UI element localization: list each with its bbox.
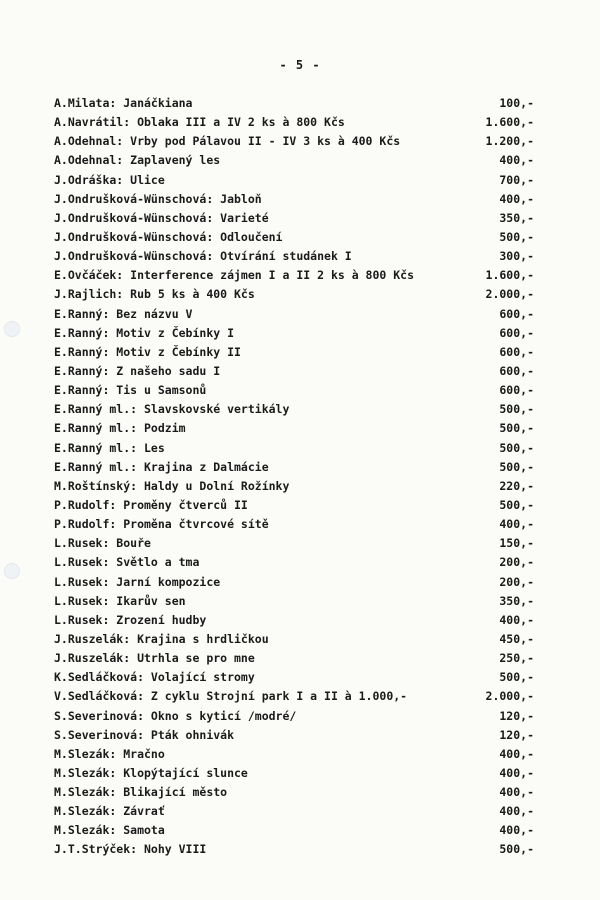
list-item <box>54 132 534 151</box>
list-item <box>54 726 534 745</box>
artwork-title: M.Slezák: Mračno <box>54 746 165 761</box>
artwork-price: 250,- <box>499 651 534 666</box>
artwork-title: E.Ranný ml.: Podzim <box>54 421 186 436</box>
artwork-price: 200,- <box>499 555 534 570</box>
list-item <box>54 630 534 649</box>
list-item <box>54 745 534 764</box>
list-item <box>54 496 534 515</box>
artwork-price: 400,- <box>499 612 534 627</box>
artwork-price: 120,- <box>499 727 534 742</box>
artwork-title: J.Ondrušková-Wünschová: Jabloň <box>54 191 262 206</box>
list-item <box>54 821 534 840</box>
list-item <box>54 534 534 553</box>
punch-hole-top <box>4 321 20 337</box>
artwork-title: M.Slezák: Klopýtající slunce <box>54 765 248 780</box>
list-item <box>54 668 534 687</box>
artwork-title: A.Odehnal: Vrby pod Pálavou II - IV 3 ks à 400 Kčs <box>54 134 401 149</box>
artwork-title: L.Rusek: Jarní kompozice <box>54 574 221 589</box>
artwork-title: J.Ondrušková-Wünschová: Otvírání studánek I <box>54 249 352 264</box>
artwork-title: E.Ovčáček: Interference zájmen I a II 2 ks à 800 Kčs <box>54 268 415 283</box>
list-item <box>54 592 534 611</box>
artwork-price: 1.200,- <box>485 134 534 149</box>
artwork-title: A.Milata: Janáčkiana <box>54 96 193 110</box>
artwork-price: 400,- <box>499 746 534 761</box>
artwork-title: J.Rajlich: Rub 5 ks à 400 Kčs <box>54 287 255 302</box>
artwork-price: 400,- <box>499 804 534 819</box>
artwork-price: 700,- <box>499 172 534 187</box>
artwork-price: 300,- <box>499 249 534 264</box>
page-number: - 5 - <box>279 58 321 72</box>
list-item <box>54 840 534 859</box>
artwork-title: L.Rusek: Bouře <box>54 536 151 551</box>
artwork-price: 600,- <box>499 325 534 340</box>
list-item <box>54 343 534 362</box>
artwork-price: 220,- <box>499 478 534 493</box>
artwork-title: V.Sedláčková: Z cyklu Strojní park I a II à 1.000,- <box>54 689 408 704</box>
artwork-title: E.Ranný ml.: Krajina z Dalmácie <box>54 459 269 474</box>
artwork-title: J.Ruszelák: Krajina s hrdličkou <box>54 631 269 646</box>
list-item <box>54 783 534 802</box>
list-item <box>54 151 534 170</box>
artwork-price: 400,- <box>499 785 534 800</box>
artwork-price: 100,- <box>499 96 534 110</box>
artwork-price: 600,- <box>499 306 534 321</box>
list-item <box>54 266 534 285</box>
artwork-title: E.Ranný: Bez názvu V <box>54 306 193 321</box>
artwork-price: 200,- <box>499 574 534 589</box>
artwork-price: 500,- <box>499 421 534 436</box>
artwork-price: 450,- <box>499 631 534 646</box>
artwork-title: M.Slezák: Závrať <box>54 804 165 819</box>
artwork-price: 400,- <box>499 153 534 168</box>
artwork-price: 400,- <box>499 517 534 532</box>
artwork-price: 400,- <box>499 191 534 206</box>
artwork-title: L.Rusek: Ikarův sen <box>54 593 186 608</box>
artwork-price: 400,- <box>499 765 534 780</box>
punch-hole-bottom <box>4 563 20 579</box>
artwork-price: 600,- <box>499 383 534 398</box>
list-item <box>54 400 534 419</box>
list-item <box>54 209 534 228</box>
list-item <box>54 190 534 209</box>
artwork-price: 1.600,- <box>485 268 534 283</box>
artwork-price: 2.000,- <box>485 689 534 704</box>
artwork-title: J.Ondrušková-Wünschová: Odloučení <box>54 229 283 244</box>
list-item <box>54 228 534 247</box>
artwork-title: E.Ranný ml.: Les <box>54 440 165 455</box>
artwork-price: 600,- <box>499 363 534 378</box>
list-item <box>54 611 534 630</box>
list-item <box>54 285 534 304</box>
list-item <box>54 305 534 324</box>
artwork-title: E.Ranný: Motiv z Čebínky I <box>54 325 235 340</box>
artwork-price: 500,- <box>499 229 534 244</box>
artwork-title: J.Odráška: Ulice <box>54 172 165 187</box>
list-item <box>54 94 534 113</box>
artwork-price: 1.600,- <box>485 115 534 130</box>
artwork-title: P.Rudolf: Proměna čtvrcové sítě <box>54 517 269 532</box>
list-item <box>54 764 534 783</box>
artwork-title: J.Ondrušková-Wünschová: Varieté <box>54 210 269 225</box>
artwork-title: S.Severinová: Pták ohnivák <box>54 727 235 742</box>
artwork-title: E.Ranný: Tis u Samsonů <box>54 383 207 398</box>
artwork-title: K.Sedláčková: Volající stromy <box>54 670 255 685</box>
artwork-price: 500,- <box>499 459 534 474</box>
list-item <box>54 247 534 266</box>
artwork-title: A.Navrátil: Oblaka III a IV 2 ks à 800 Kčs <box>54 115 345 130</box>
artwork-title: P.Rudolf: Proměny čtverců II <box>54 497 248 512</box>
list-item <box>54 553 534 572</box>
artwork-price: 500,- <box>499 402 534 417</box>
artwork-price: 600,- <box>499 344 534 359</box>
artwork-price: 350,- <box>499 210 534 225</box>
artwork-title: L.Rusek: Zrození hudby <box>54 612 207 627</box>
list-item <box>54 381 534 400</box>
artwork-title: L.Rusek: Světlo a tma <box>54 555 200 570</box>
list-item <box>54 458 534 477</box>
list-item <box>54 802 534 821</box>
artwork-title: E.Ranný ml.: Slavskovské vertikály <box>54 402 290 417</box>
artwork-title: E.Ranný: Z našeho sadu I <box>54 363 221 378</box>
artwork-title: M.Slezák: Samota <box>54 823 165 838</box>
artwork-title: M.Slezák: Blikající město <box>54 785 228 800</box>
list-item <box>54 515 534 534</box>
artwork-title: E.Ranný: Motiv z Čebínky II <box>54 344 241 359</box>
artwork-price: 120,- <box>499 708 534 723</box>
artwork-price: 500,- <box>499 842 534 857</box>
list-item <box>54 362 534 381</box>
list-item <box>54 707 534 726</box>
list-item <box>54 477 534 496</box>
artwork-title: J.T.Strýček: Nohy VIII <box>54 842 207 857</box>
list-item <box>54 439 534 458</box>
list-item <box>54 649 534 668</box>
price-list <box>54 94 534 860</box>
list-item <box>54 171 534 190</box>
artwork-price: 2.000,- <box>485 287 534 302</box>
list-item <box>54 324 534 343</box>
artwork-price: 500,- <box>499 670 534 685</box>
artwork-title: J.Ruszelák: Utrhla se pro mne <box>54 651 255 666</box>
artwork-price: 400,- <box>499 823 534 838</box>
artwork-price: 500,- <box>499 497 534 512</box>
artwork-price: 150,- <box>499 536 534 551</box>
artwork-title: M.Roštínský: Haldy u Dolní Rožínky <box>54 478 290 493</box>
list-item <box>54 113 534 132</box>
artwork-price: 500,- <box>499 440 534 455</box>
list-item <box>54 573 534 592</box>
artwork-title: A.Odehnal: Zaplavený les <box>54 153 221 168</box>
artwork-title: S.Severinová: Okno s kyticí /modré/ <box>54 708 297 723</box>
list-item <box>54 687 534 706</box>
artwork-price: 350,- <box>499 593 534 608</box>
list-item <box>54 419 534 438</box>
